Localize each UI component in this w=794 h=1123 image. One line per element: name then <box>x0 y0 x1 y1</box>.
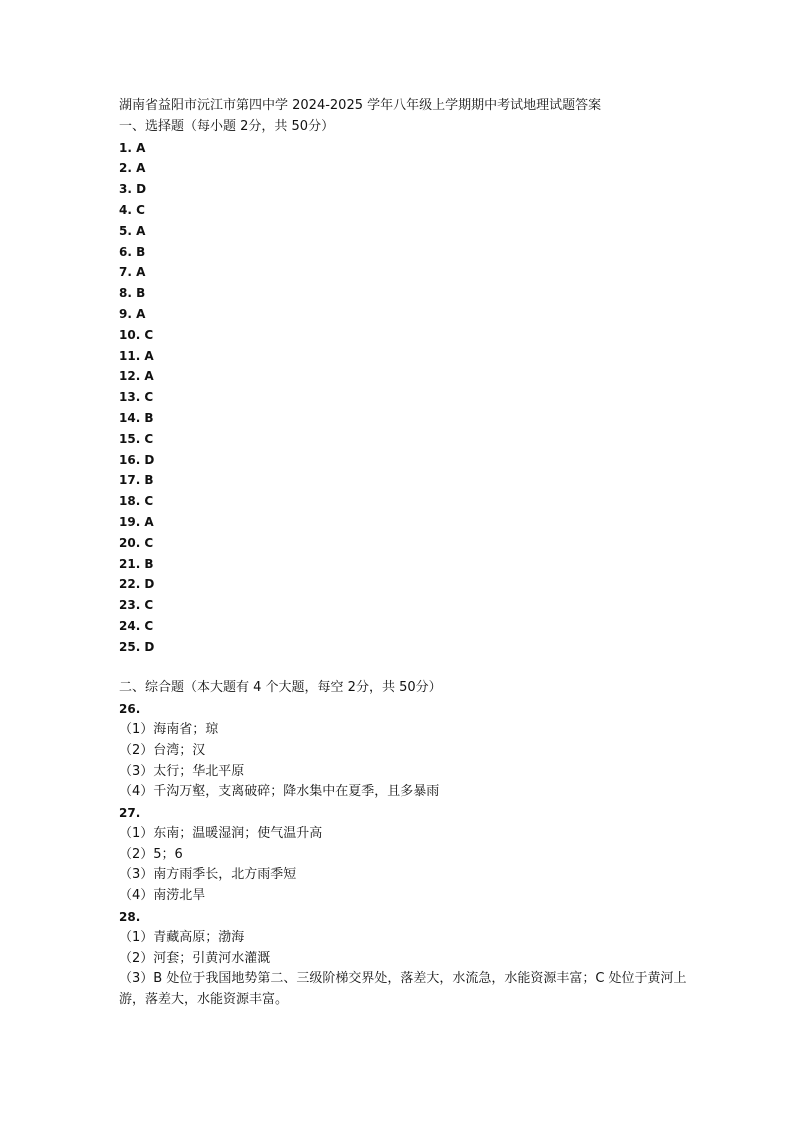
answer-item: 1. A <box>119 140 146 155</box>
answer-item: 4. C <box>119 202 145 217</box>
answer-item: 22. D <box>119 577 155 592</box>
answer-item: 2. A <box>119 161 146 176</box>
answer-item: 15. C <box>119 431 154 446</box>
question-28 <box>119 907 689 1011</box>
answer-item: 16. D <box>119 452 155 467</box>
answer-item: 3. D <box>119 182 147 197</box>
answer-item: 24. C <box>119 618 154 633</box>
answer-line: （1）青藏高原；渤海 <box>119 929 245 945</box>
answer-item: 5. A <box>119 223 146 238</box>
answer-item: 21. B <box>119 556 154 571</box>
answer-item: 7. A <box>119 265 146 280</box>
answer-item: 18. C <box>119 494 154 509</box>
answer-item: 12. A <box>119 369 154 384</box>
answer-line: （3）太行；华北平原 <box>119 763 245 779</box>
answer-line: （3）南方雨季长，北方雨季短 <box>119 867 297 883</box>
answer-item: 13. C <box>119 390 154 405</box>
answer-line: （2）台湾；汉 <box>119 742 206 758</box>
answer-line: （4）千沟万壑，支离破碎；降水集中在夏季，且多暴雨 <box>119 784 440 800</box>
question-27 <box>119 803 689 907</box>
answer-item: 20. C <box>119 535 154 550</box>
question-number: 27. <box>119 806 141 821</box>
section2-heading: 二、综合题（本大题有 4 个大题，每空 2分，共 50分） <box>119 680 442 696</box>
document-page <box>119 96 689 1011</box>
answer-item: 6. B <box>119 244 146 259</box>
question-26 <box>119 699 689 803</box>
answer-line: （2）河套；引黄河水灌溉 <box>119 950 271 966</box>
answer-item: 8. B <box>119 286 146 301</box>
answer-line: （1）东南；温暖湿润；使气温升高 <box>119 825 323 841</box>
answer-line: （1）海南省；琼 <box>119 721 219 737</box>
answer-item: 25. D <box>119 639 155 654</box>
answer-line: （4）南涝北旱 <box>119 888 206 904</box>
answer-line: （3）B 处位于我国地势第二、三级阶梯交界处，落差大，水流急，水能资源丰富；C 处位于黄河上游，落差大，水能资源丰富。 <box>119 971 687 1008</box>
spacer <box>119 658 689 679</box>
section1-heading: 一、选择题（每小题 2分，共 50分） <box>119 118 335 134</box>
question-number: 26. <box>119 702 141 717</box>
answer-line: （2）5；6 <box>119 846 183 862</box>
answer-item: 23. C <box>119 598 154 613</box>
document-title: 湖南省益阳市沅江市第四中学 2024-2025 学年八年级上学期期中考试地理试题答案 <box>119 98 602 113</box>
answer-item: 19. A <box>119 514 154 529</box>
answer-item: 17. B <box>119 473 154 488</box>
question-number: 28. <box>119 910 141 925</box>
answer-item: 14. B <box>119 410 154 425</box>
answer-item: 10. C <box>119 327 154 342</box>
answer-item: 9. A <box>119 306 146 321</box>
choice-answer-list <box>119 138 689 658</box>
answer-item: 11. A <box>119 348 154 363</box>
